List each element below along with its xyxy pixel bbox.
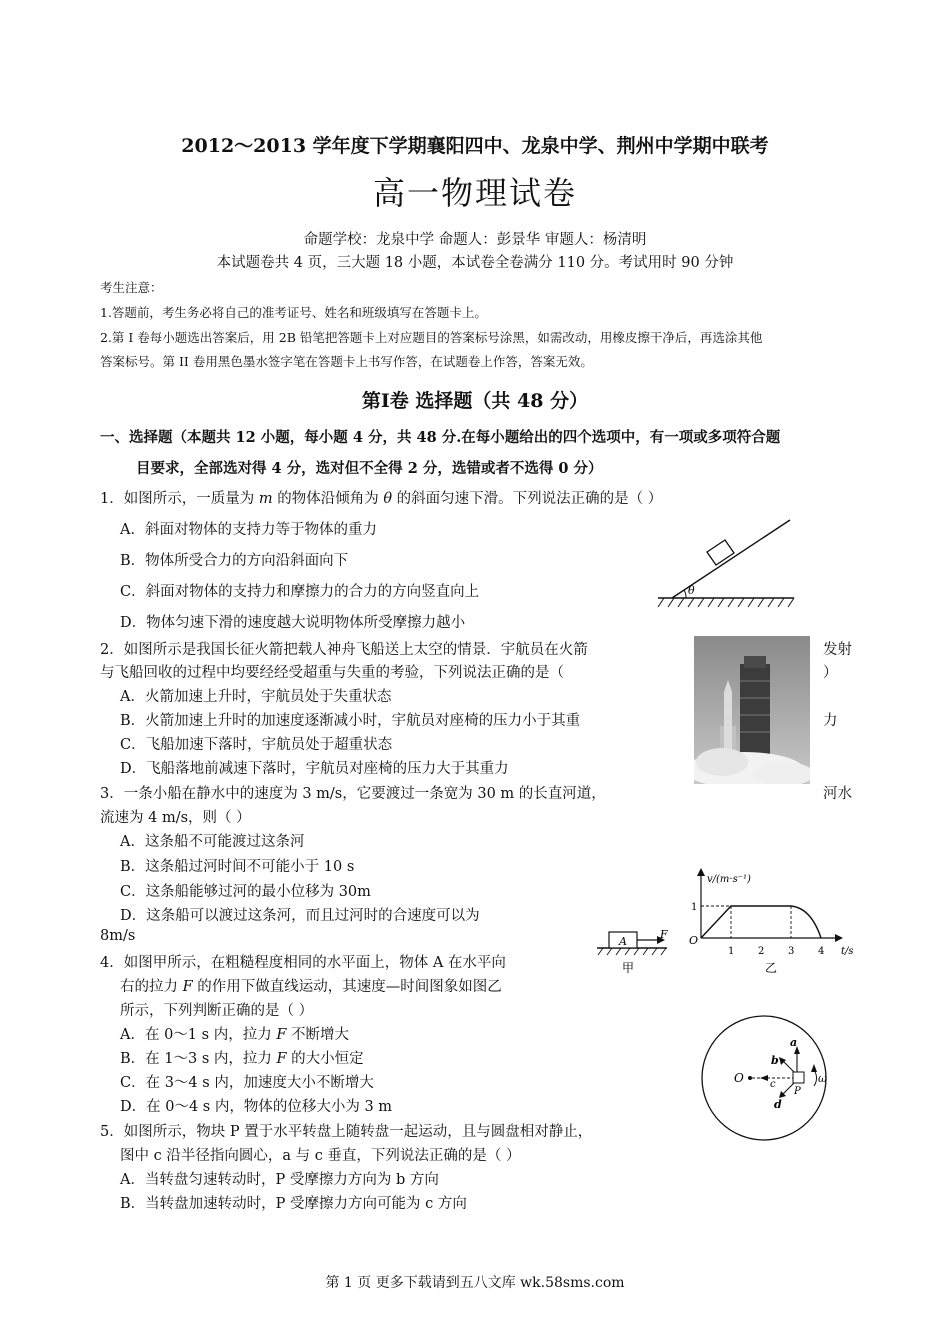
- q5-stem-line-1: 5．如图所示，物块 P 置于水平转盘上随转盘一起运动，且与圆盘相对静止，: [100, 1124, 593, 1140]
- q4-figure-jia: [597, 928, 668, 975]
- subject-title: 高一物理试卷: [372, 174, 577, 212]
- exam-title: 2012～2013 学年度下学期襄阳四中、龙泉中学、荆州中学期中联考: [181, 135, 769, 157]
- q1-option-c: C．斜面对物体的支持力和摩擦力的合力的方向竖直向上: [120, 584, 480, 600]
- notice-heading: 考生注意：: [100, 280, 163, 295]
- q3-option-b: B．这条船过河时间不可能小于 10 s: [120, 859, 355, 875]
- q1-stem: 1．如图所示，一质量为 m 的物体沿倾角为 θ 的斜面匀速下滑。下列说法正确的是（ ）: [100, 491, 663, 507]
- q3-stem-line-2: 流速为 4 m/s，则（ ）: [100, 810, 251, 826]
- x-axis-label: t/s: [841, 946, 854, 957]
- q4-option-a: A．在 0～1 s 内，拉力 F 不断增大: [120, 1027, 349, 1043]
- label-p: P: [794, 1086, 801, 1097]
- q2-option-d: D．飞船落地前减速下落时，宇航员对座椅的压力大于其重力: [120, 761, 509, 777]
- notice-item-1: 1.答题前，考生务必将自己的准考证号、姓名和班级填写在答题卡上。: [100, 305, 487, 320]
- q2-option-b: B．火箭加速上升时的加速度逐渐减小时，宇航员对座椅的压力小于其重: [120, 713, 581, 729]
- caption-yi: 乙: [765, 961, 778, 975]
- turntable-figure: [686, 1014, 846, 1144]
- force-f-label: F: [660, 928, 668, 941]
- q3-stem-line-1-end: 河水: [823, 786, 852, 802]
- q4-stem-line-2: 右的拉力 F 的作用下做直线运动，其速度—时间图象如图乙: [120, 979, 502, 995]
- label-a: a: [790, 1036, 798, 1049]
- notice-item-2-line-2: 答案标号。第 II 卷用黑色墨水签字笔在答题卡上书写作答，在试题卷上作答，答案无效。: [100, 354, 593, 369]
- y-axis-label: v/(m·s⁻¹): [707, 874, 751, 885]
- rocket-launch-photo: [694, 636, 810, 784]
- center-o-label: O: [734, 1071, 744, 1085]
- q3-option-c: C．这条船能够过河的最小位移为 30m: [120, 884, 371, 900]
- q3-option-d-cont: 8m/s: [100, 928, 136, 944]
- page-footer: 第 1 页 更多下载请到五八文库 wk.58sms.com: [325, 1275, 625, 1291]
- q1-option-d: D．物体匀速下滑的速度越大说明物体所受摩擦力越小: [120, 615, 466, 631]
- notice-item-2-line-1: 2.第 I 卷每小题选出答案后，用 2B 铅笔把答题卡上对应题目的答案标号涂黑，如需改动，用橡皮擦干净后，再选涂其他: [100, 330, 763, 345]
- theta-label: θ: [688, 584, 695, 597]
- label-c: c: [770, 1079, 776, 1090]
- origin-label: O: [689, 934, 699, 947]
- q1-option-b: B．物体所受合力的方向沿斜面向下: [120, 553, 349, 569]
- x-tick-3: 3: [788, 946, 795, 957]
- q4-option-b: B．在 1～3 s 内，拉力 F 的大小恒定: [120, 1051, 364, 1067]
- q2-stem-line-2: 与飞船回收的过程中均要经经受超重与失重的考验，下列说法正确的是（: [100, 665, 564, 681]
- caption-jia: 甲: [622, 961, 635, 975]
- info-line: 本试题卷共 4 页，三大题 18 小题，本试卷全卷满分 110 分。考试用时 90 分钟: [216, 255, 734, 271]
- author-line: 命题学校：龙泉中学 命题人：彭景华 审题人：杨清明: [303, 232, 647, 248]
- q3-stem-line-1: 3．一条小船在静水中的速度为 3 m/s，它要渡过一条宽为 30 m 的长直河道，: [100, 786, 606, 802]
- q3-option-a: A．这条船不可能渡过这条河: [120, 834, 305, 850]
- q3-option-d: D．这条船可以渡过这条河，而且过河时的合速度可以为: [120, 908, 480, 924]
- q5-option-a: A．当转盘匀速转动时，P 受摩擦力方向为 b 方向: [120, 1172, 439, 1188]
- q2-stem-line-1-end: 发射: [823, 642, 852, 658]
- q2-option-b-end: 力: [823, 713, 838, 729]
- block-a-label: A: [619, 935, 627, 948]
- label-omega: ω: [818, 1072, 827, 1085]
- y-tick-1: 1: [691, 902, 698, 913]
- q1-option-a: A．斜面对物体的支持力等于物体的重力: [120, 522, 377, 538]
- q2-stem-line-2-end: ）: [823, 665, 838, 681]
- section-instructions-line-2: 目要求，全部选对得 4 分，选对但不全得 2 分，选错或者不选得 0 分）: [136, 460, 603, 477]
- q4-stem-line-3: 所示，下列判断正确的是（ ）: [120, 1003, 314, 1019]
- q5-stem-line-2: 图中 c 沿半径指向圆心，a 与 c 垂直，下列说法正确的是（ ）: [120, 1148, 521, 1164]
- q2-option-c: C．飞船加速下落时，宇航员处于超重状态: [120, 737, 393, 753]
- q4-option-c: C．在 3～4 s 内，加速度大小不断增大: [120, 1075, 374, 1091]
- part1-title: 第Ⅰ卷 选择题（共 48 分）: [361, 390, 589, 412]
- q4-figure-yi: [689, 868, 854, 975]
- x-tick-1: 1: [728, 946, 735, 957]
- q5-option-b: B．当转盘加速转动时，P 受摩擦力方向可能为 c 方向: [120, 1196, 467, 1212]
- q4-option-d: D．在 0～4 s 内，物体的位移大小为 3 m: [120, 1099, 393, 1115]
- q2-stem-line-1: 2．如图所示是我国长征火箭把载人神舟飞船送上太空的情景．宇航员在火箭: [100, 642, 588, 658]
- section-instructions-line-1: 一、选择题（本题共 12 小题，每小题 4 分，共 48 分.在每小题给出的四个选项中，有一项或多项符合题: [100, 429, 781, 446]
- q4-stem-line-1: 4．如图甲所示，在粗糙程度相同的水平面上，物体 A 在水平向: [100, 955, 506, 971]
- q4-figure: [595, 862, 860, 977]
- label-b: b: [771, 1054, 779, 1067]
- label-d: d: [774, 1098, 782, 1111]
- x-tick-2: 2: [758, 946, 765, 957]
- x-tick-4: 4: [818, 946, 825, 957]
- q2-option-a: A．火箭加速上升时，宇航员处于失重状态: [120, 689, 392, 705]
- incline-figure: [650, 515, 800, 610]
